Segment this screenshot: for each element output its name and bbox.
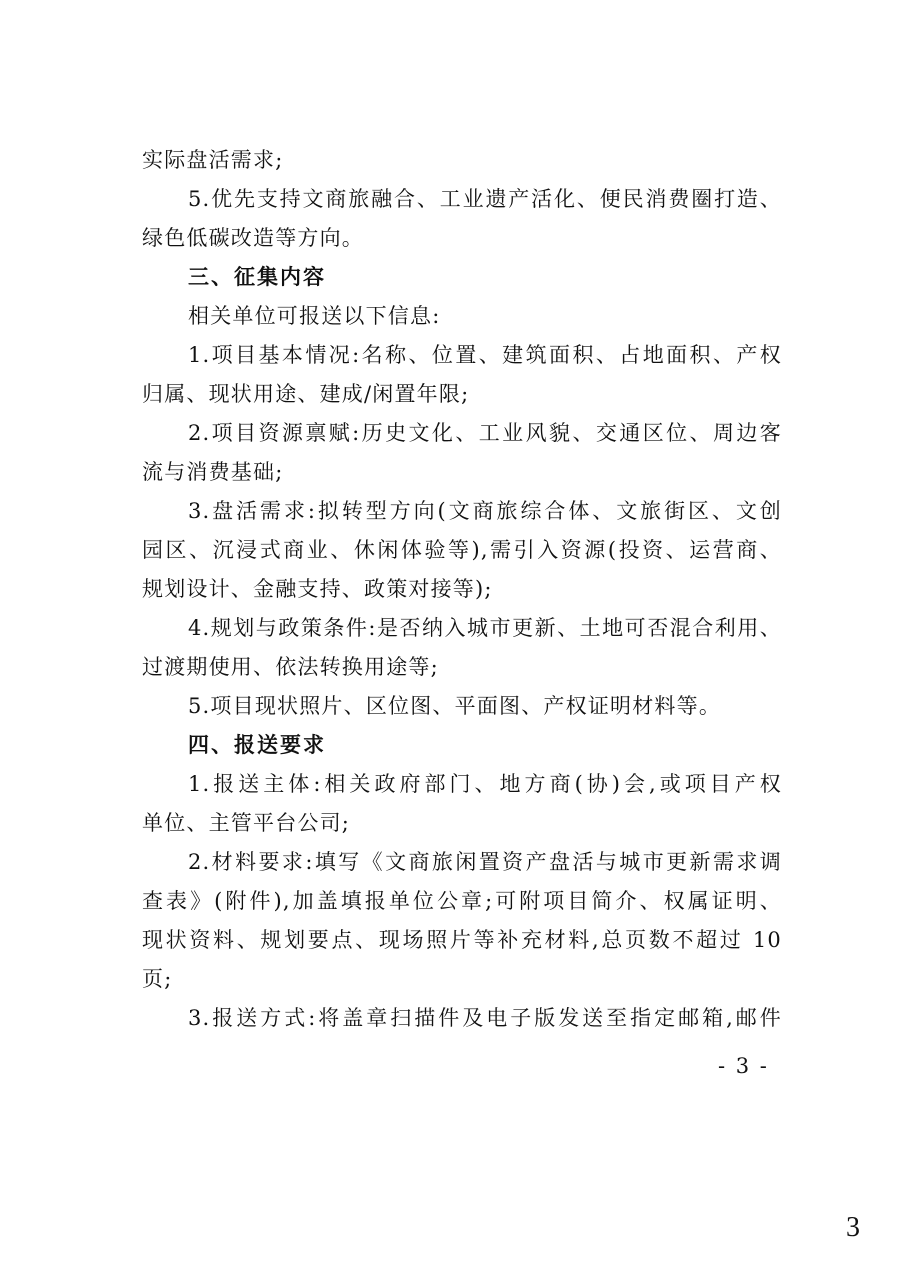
body-line: 3.报送方式:将盖章扫描件及电子版发送至指定邮箱,邮件 <box>188 1006 782 1030</box>
body-line: 园区、沉浸式商业、休闲体验等),需引入资源(投资、运营商、 <box>142 538 782 562</box>
body-line: 归属、现状用途、建成/闲置年限; <box>142 382 470 406</box>
body-line: 1.项目基本情况:名称、位置、建筑面积、占地面积、产权 <box>188 343 782 367</box>
body-line: 5.优先支持文商旅融合、工业遗产活化、便民消费圈打造、 <box>188 187 782 211</box>
body-line: 绿色低碳改造等方向。 <box>142 226 364 250</box>
body-line: 实际盘活需求; <box>142 148 284 172</box>
section-heading: 三、征集内容 <box>188 265 326 289</box>
scan-page-number: 3 <box>846 1212 860 1243</box>
body-line: 规划设计、金融支持、政策对接等); <box>142 577 493 601</box>
body-line: 1.报送主体:相关政府部门、地方商(协)会,或项目产权 <box>188 772 782 796</box>
body-line: 2.项目资源禀赋:历史文化、工业风貌、交通区位、周边客 <box>188 421 782 445</box>
body-line: 3.盘活需求:拟转型方向(文商旅综合体、文旅街区、文创 <box>188 499 782 523</box>
body-line: 现状资料、规划要点、现场照片等补充材料,总页数不超过 10 <box>142 928 782 952</box>
body-line: 页; <box>142 967 173 991</box>
body-line: 5.项目现状照片、区位图、平面图、产权证明材料等。 <box>188 694 722 718</box>
body-line: 过渡期使用、依法转换用途等; <box>142 655 439 679</box>
body-line: 相关单位可报送以下信息: <box>188 304 441 328</box>
page-number: - 3 - <box>718 1054 769 1078</box>
section-heading: 四、报送要求 <box>188 733 326 757</box>
body-line: 查表》(附件),加盖填报单位公章;可附项目简介、权属证明、 <box>142 889 782 913</box>
body-line: 单位、主管平台公司; <box>142 811 351 835</box>
body-line: 2.材料要求:填写《文商旅闲置资产盘活与城市更新需求调 <box>188 850 782 874</box>
body-line: 4.规划与政策条件:是否纳入城市更新、土地可否混合利用、 <box>188 616 782 640</box>
body-line: 流与消费基础; <box>142 460 284 484</box>
